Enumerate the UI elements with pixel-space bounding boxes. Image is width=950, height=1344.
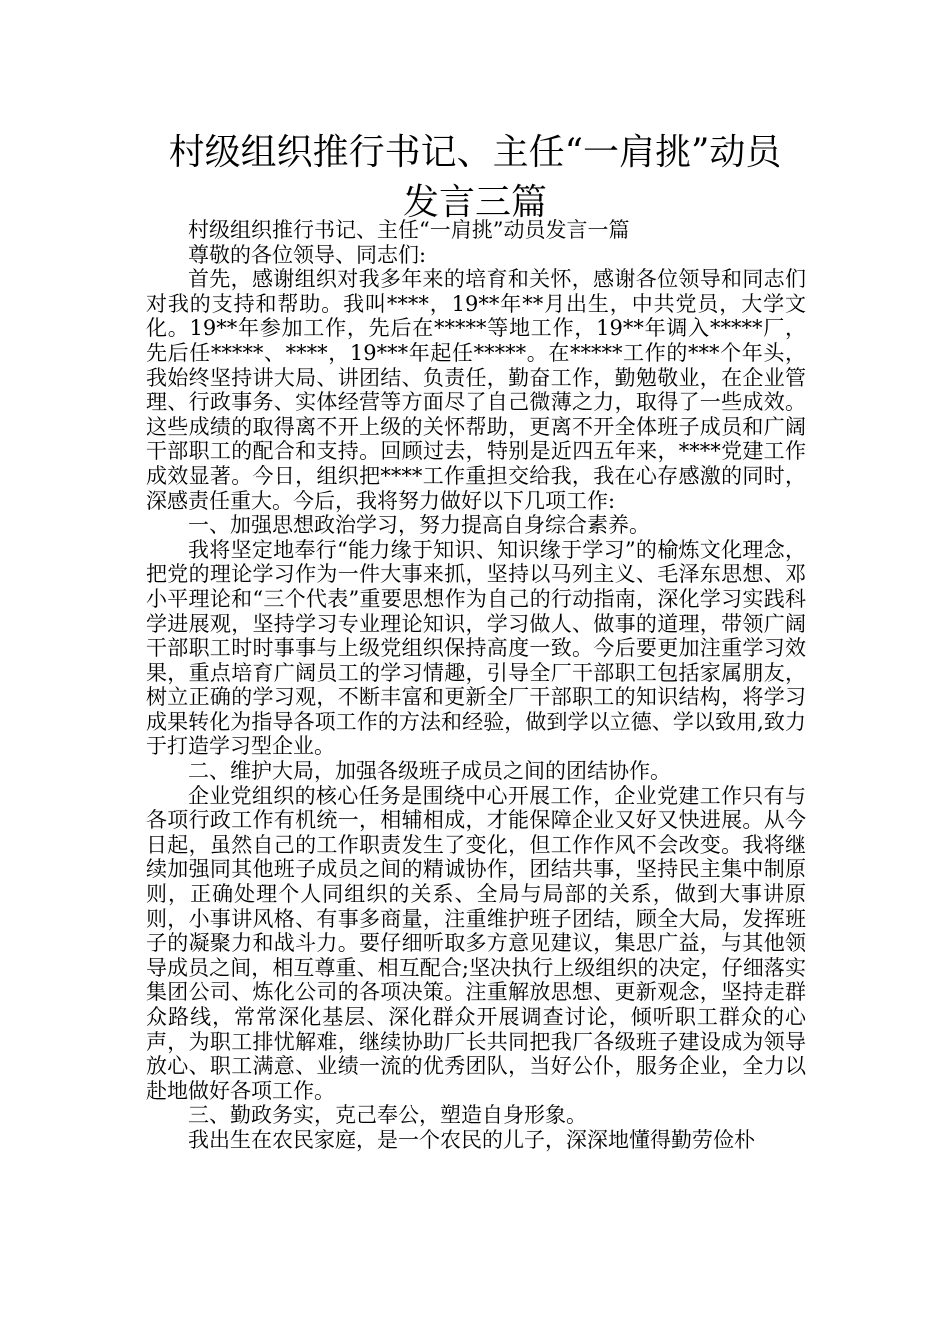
subtitle-paragraph: 村级组织推行书记、主任“一肩挑”动员发言一篇	[188, 218, 630, 242]
section-heading: 三、勤政务实，克己奉公，塑造自身形象。	[188, 1103, 587, 1128]
body-paragraph: 我出生在农民家庭，是一个农民的儿子，深深地懂得勤劳俭朴	[188, 1127, 755, 1152]
document-body	[146, 218, 806, 1153]
document-title	[100, 128, 850, 228]
title-line-1: 村级组织推行书记、主任“一肩挑”动员	[168, 132, 782, 173]
title-line-2: 发言三篇	[402, 182, 547, 223]
salutation-paragraph: 尊敬的各位领导、同志们:	[188, 242, 427, 267]
body-paragraph: 企业党组织的核心任务是围绕中心开展工作，企业党建工作只有与各项行政工作有机统一，相辅相成，才能保障企业又好又快进展。从今日起，虽然自己的工作职责发生了变化，但工作作风不会改变。我将继续加强同其他班子成员之间的精诚协作，团结共事，坚持民主集中制原则，正确处理个人同组织的关系、全局与局部的关系，做到大事讲原则，小事讲风格、有事多商量，注重维护班子团结，顾全大局，发挥班子的凝聚力和战斗力。要仔细听取多方意见建议，集思广益，与其他领导成员之间，相互尊重、相互配合;坚决执行上级组织的决定，仔细落实集团公司、炼化公司的各项决策。注重解放思想、更新观念，坚持走群众路线，常常深化基层、深化群众开展调查讨论，倾听职工群众的心声，为职工排忧解难，继续协助厂长共同把我厂各级班子建设成为领导放心、职工满意、业绩一流的优秀团队，当好公仆，服务企业，全力以赴地做好各项工作。	[146, 783, 806, 1103]
section-heading: 一、加强思想政治学习，努力提高自身综合素养。	[188, 513, 650, 538]
body-paragraph: 首先，感谢组织对我多年来的培育和关怀，感谢各位领导和同志们对我的支持和帮助。我叫****，19**年**月出生，中共党员，大学文化。19**年参加工作，先后在*****等地工作，19**年调入*****厂，先后任*****、****，19***年起任*****。在*****工作的***个年头，我始终坚持讲大局、讲团结、负责任，勤奋工作，勤勉敬业，在企业管理、行政事务、实体经营等方面尽了自己微薄之力，取得了一些成效。这些成绩的取得离不开上级的关怀帮助，更离不开全体班子成员和广阔干部职工的配合和支持。回顾过去，特别是近四五年来，****党建工作成效显著。今日，组织把****工作重担交给我，我在心存感激的同时，深感责任重大。今后，我将努力做好以下几项工作:	[146, 267, 806, 513]
section-heading: 二、维护大局，加强各级班子成员之间的团结协作。	[188, 759, 671, 784]
body-paragraph: 我将坚定地奉行“能力缘于知识、知识缘于学习”的榆炼文化理念，把党的理论学习作为一件大事来抓，坚持以马列主义、毛泽东思想、邓小平理论和“三个代表”重要思想作为自己的行动指南，深化学习实践科学进展观，坚持学习专业理论知识，学习做人、做事的道理，带领广阔干部职工时时事事与上级党组织保持高度一致。今后要更加注重学习效果，重点培育广阔员工的学习情趣，引导全厂干部职工包括家属朋友，树立正确的学习观，不断丰富和更新全厂干部职工的知识结构，将学习成果转化为指导各项工作的方法和经验，做到学以立德、学以致用,致力于打造学习型企业。	[146, 537, 806, 759]
